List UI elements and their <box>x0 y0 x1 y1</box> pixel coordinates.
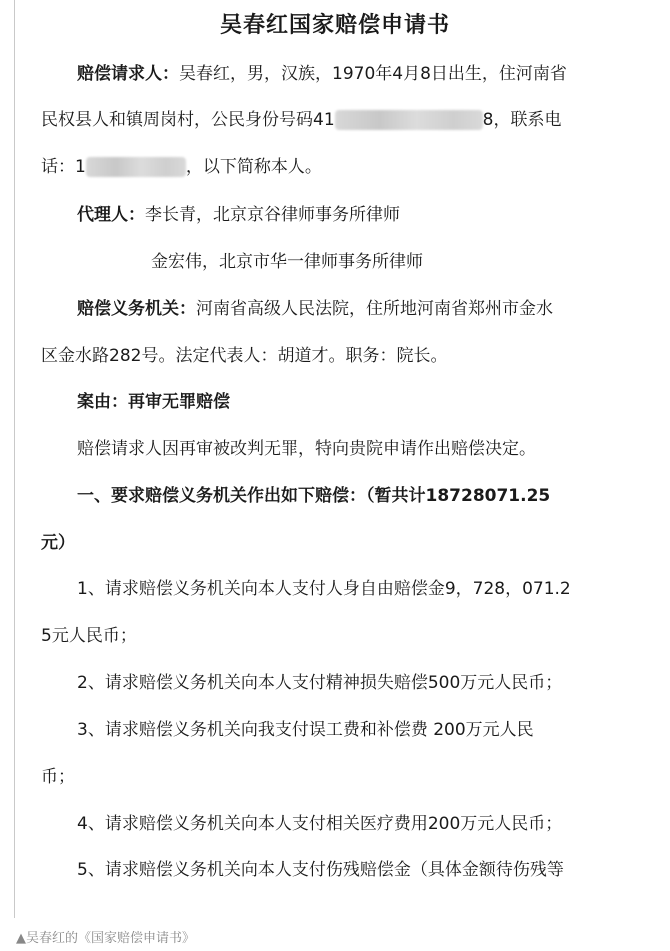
claimant-label: 赔偿请求人： <box>77 64 179 84</box>
claimant-line-1 <box>77 62 617 86</box>
agent-1: 李长青，北京京谷律师事务所律师 <box>145 205 400 225</box>
document-page <box>14 0 655 918</box>
section-1-heading: 一、要求赔偿义务机关作出如下赔偿：（暂共计18728071.25 <box>77 486 551 506</box>
item-2: 2、请求赔偿义务机关向本人支付精神损失赔偿500万元人民币； <box>77 673 563 693</box>
agent-2: 金宏伟，北京市华一律师事务所律师 <box>151 252 423 272</box>
intro-paragraph: 赔偿请求人因再审被改判无罪，特向贵院申请作出赔偿决定。 <box>77 439 536 459</box>
authority-line-2: 区金水路282号。法定代表人：胡道才。职务：院长。 <box>41 346 448 366</box>
agent-line-1 <box>77 203 617 227</box>
authority-text-1: 河南省高级人民法院，住所地河南省郑州市金水 <box>196 299 553 319</box>
item-5: 5、请求赔偿义务机关向本人支付伤残赔偿金（具体金额待伤残等 <box>77 860 564 880</box>
item-3: 3、请求赔偿义务机关向我支付误工费和补偿费 200万元人民 <box>77 720 534 740</box>
item-1: 1、请求赔偿义务机关向本人支付人身自由赔偿金9，728，071.2 <box>77 579 571 599</box>
item-3-cont: 币； <box>41 767 75 787</box>
claimant-text-1: 吴春红，男，汉族，1970年4月8日出生，住河南省 <box>179 64 567 84</box>
case-cause: 案由：再审无罪赔偿 <box>77 392 230 412</box>
claimant-line-2 <box>41 108 617 132</box>
image-caption: ▲吴春红的《国家赔偿申请书》 <box>16 931 195 946</box>
authority-label: 赔偿义务机关： <box>77 299 196 319</box>
claimant-line-3 <box>41 155 617 179</box>
claimant-text-3b: ，以下简称本人。 <box>185 157 322 177</box>
claimant-text-3a: 话：1 <box>41 157 86 177</box>
section-1-heading-cont: 元） <box>41 533 75 553</box>
claimant-text-2a: 民权县人和镇周岗村，公民身份号码41 <box>41 110 335 130</box>
redacted-id-number <box>335 110 483 130</box>
item-1-cont: 5元人民币； <box>41 626 137 646</box>
item-4: 4、请求赔偿义务机关向本人支付相关医疗费用200万元人民币； <box>77 814 563 834</box>
claimant-text-2b: 8，联系电 <box>482 110 562 130</box>
authority-line-1 <box>77 297 617 321</box>
document-title: 吴春红国家赔偿申请书 <box>219 13 450 38</box>
agent-label: 代理人： <box>77 205 145 225</box>
redacted-phone-number <box>86 157 186 177</box>
